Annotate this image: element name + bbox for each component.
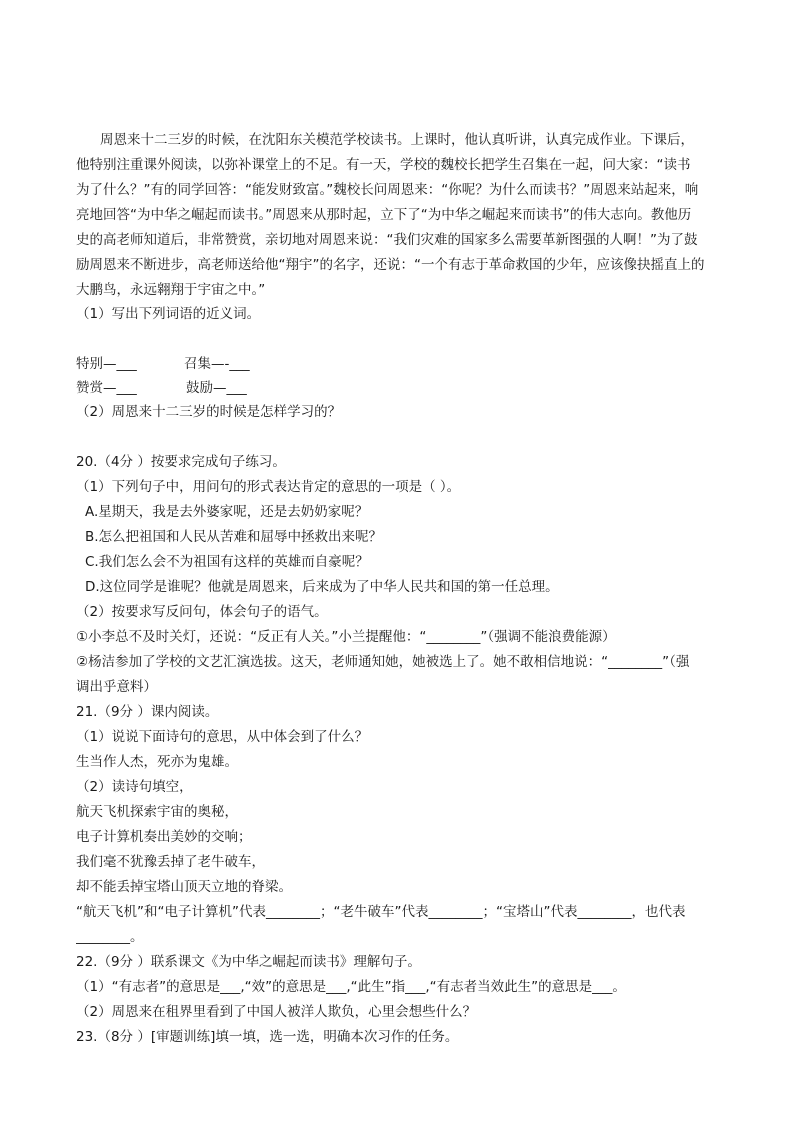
q19-part2: （2）周恩来十二三岁的时候是怎样学习的？ — [76, 404, 342, 420]
synonym-item: 鼓励—___ — [186, 380, 247, 396]
q21-part1: （1）说说下面诗句的意思，从中体会到了什么？ — [76, 729, 369, 745]
q21-poem2-line: 电子计算机奏出美妙的交响； — [76, 829, 252, 845]
synonym-item: 赞赏—___ — [76, 380, 137, 396]
q21-fill-cont: ________。 — [76, 929, 144, 945]
q20-part2: （2）按要求写反问句，体会句子的语气。 — [76, 604, 328, 620]
passage-line: 周恩来十二三岁的时候，在沈阳东关模范学校读书。上课时，他认真听讲，认真完成作业。下课后， — [100, 132, 694, 148]
synonym-item: 召集—-___ — [184, 356, 250, 372]
q20-option-b: B.怎么把祖国和人民从苦难和屈辱中拯救出来呢？ — [85, 529, 383, 545]
q22-part1: （1）“有志者”的意思是___,“效”的意思是___,“此生”指___,“有志者当效此生”的意思是___。 — [76, 979, 626, 995]
passage-line: 励周恩来不断进步，高老师送给他“翔宇”的名字，还说：“一个有志于革命救国的少年，应该像抉摇直上的 — [76, 257, 705, 273]
q22-part2: （2）周恩来在租界里看到了中国人被洋人欺负，心里会想些什么？ — [76, 1004, 477, 1020]
passage-line: 亮地回答“为中华之崛起而读书。”周恩来从那时起，立下了“为中华之崛起来而读书”的伟大志向。教他历 — [76, 207, 692, 223]
q20-title: 20.（4分 ）按要求完成句子练习。 — [76, 454, 286, 470]
passage-line: 史的高老师知道后，非常赞赏，亲切地对周恩来说：“我们灾难的国家多么需要革新图强的人啊！”为了鼓 — [76, 232, 698, 248]
q20-item2: ②杨洁参加了学校的文艺汇演选拔。这天，老师通知她，她被选上了。她不敢相信地说：“________”（强 — [76, 654, 690, 670]
q20-option-a: A.星期天，我是去外婆家呢，还是去奶奶家呢？ — [85, 504, 369, 520]
q21-poem2-line: 我们毫不犹豫丢掉了老牛破车， — [76, 854, 265, 870]
passage-line: 他特别注重课外阅读，以弥补课堂上的不足。有一天，学校的魏校长把学生召集在一起，问大家：“读书 — [76, 157, 691, 173]
q19-part1: （1）写出下列词语的近义词。 — [76, 306, 261, 322]
q21-poem2-line: 却不能丢掉宝塔山顶天立地的脊梁。 — [76, 879, 292, 895]
q23-title: 23.（8分 ）[审题训练]填一填，选一选，明确本次习作的任务。 — [76, 1029, 459, 1045]
synonym-item: 特别—___ — [76, 356, 137, 372]
q20-item1: ①小李总不及时关灯，还说：“反正有人关。”小兰提醒他：“________”（强调不能浪费能源） — [76, 629, 616, 645]
q20-option-c: C.我们怎么会不为祖国有这样的英雄而自豪呢？ — [85, 554, 369, 570]
q21-fill: “航天飞机”和“电子计算机”代表________；“老牛破车”代表________；“宝塔山”代表________，也代表 — [76, 904, 686, 920]
passage-line: 为了什么？”有的同学回答：“能发财致富。”魏校长问周恩来：“你呢？为什么而读书？”周恩来站起来，响 — [76, 182, 699, 198]
q20-item2-cont: 调出乎意料） — [76, 679, 157, 695]
q21-poem1: 生当作人杰，死亦为鬼雄。 — [76, 754, 238, 770]
passage-line: 大鹏鸟，永远翱翔于宇宙之中。” — [76, 282, 266, 298]
q21-title: 21.（9分 ）课内阅读。 — [76, 704, 219, 720]
q21-poem2-line: 航天飞机探索宇宙的奥秘， — [76, 804, 238, 820]
q20-part1: （1）下列句子中，用问句的形式表达肯定的意思的一项是（ ）。 — [76, 479, 461, 495]
q22-title: 22.（9分 ）联系课文《为中华之崛起而读书》理解句子。 — [76, 954, 421, 970]
q21-part2: （2）读诗句填空， — [76, 779, 193, 795]
q20-option-d: D.这位同学是谁呢？他就是周恩来，后来成为了中华人民共和国的第一任总理。 — [85, 579, 559, 595]
